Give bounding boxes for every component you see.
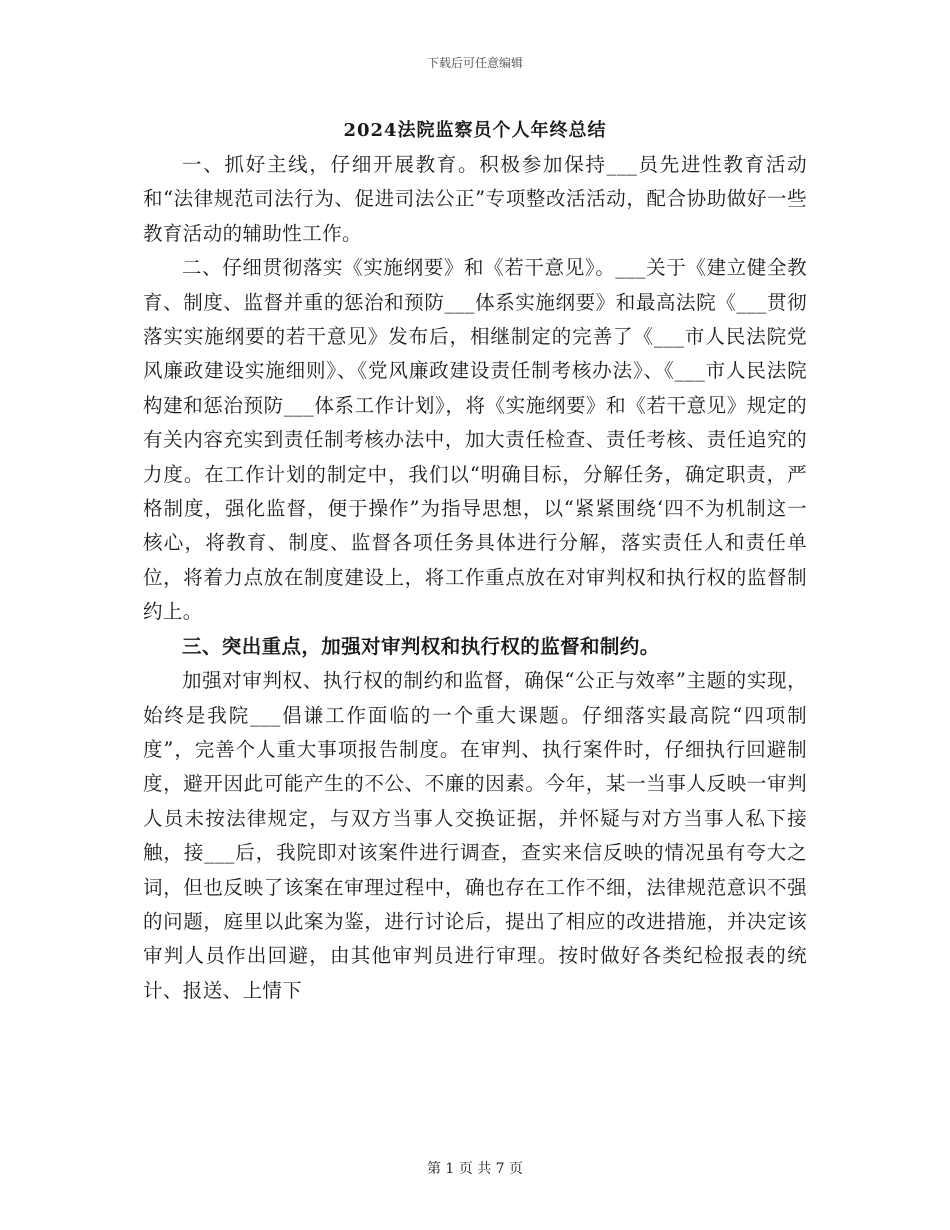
paragraph-1: 一、抓好主线，仔细开展教育。积极参加保持___员先进性教育活动和“法律规范司法行为、促进司法公正”专项整改活活动，配合协助做好一些教育活动的辅助性工作。 [143,153,807,245]
document-body [143,148,807,1008]
document-title: 2024法院监察员个人年终总结 [343,120,607,141]
paragraph-4: 加强对审判权、执行权的制约和监督，确保“公正与效率”主题的实现，始终是我院___倡谦工作面临的一个重大课题。仔细落实最高院“四项制度”，完善个人重大事项报告制度。在审判、执行案件时，仔细执行回避制度，避开因此可能产生的不公、不廉的因素。今年，某一当事人反映一审判人员未按法律规定，与双方当事人交换证据，并怀疑与对方当事人私下接触，接___后，我院即对该案件进行调查，查实来信反映的情况虽有夸大之词，但也反映了该案在审理过程中，确也存在工作不细，法律规范意识不强的问题，庭里以此案为鉴，进行讨论后，提出了相应的改进措施，并决定该审判人员作出回避，由其他审判员进行审理。按时做好各类纪检报表的统计、报送、上情下 [143,669,807,1002]
paragraph-2: 二、仔细贯彻落实《实施纲要》和《若干意见》。___关于《建立健全教育、制度、监督并重的惩治和预防___体系实施纲要》和最高法院《___贯彻落实实施纲要的若干意见》发布后，相继制定的完善了《___市人民法院党风廉政建设实施细则》、《党风廉政建设责任制考核办法》、《___市人民法院构建和惩治预防___体系工作计划》，将《实施纲要》和《若干意见》规定的有关内容充实到责任制考核办法中，加大责任检查、责任考核、责任追究的力度。在工作计划的制定中，我们以“明确目标，分解任务，确定职责，严格制度，强化监督，便于操作”为指导思想，以“紧紧围绕‘四不为机制这一核心，将教育、制度、监督各项任务具体进行分解，落实责任人和责任单位，将着力点放在制度建设上，将工作重点放在对审判权和执行权的监督制约上。 [143,256,807,624]
header-note: 下载后可任意编辑 [426,56,523,70]
section-heading-3: 三、突出重点，加强对审判权和执行权的监督和制约。 [182,634,660,658]
page-number: 第 1 页 共 7 页 [426,1161,524,1177]
